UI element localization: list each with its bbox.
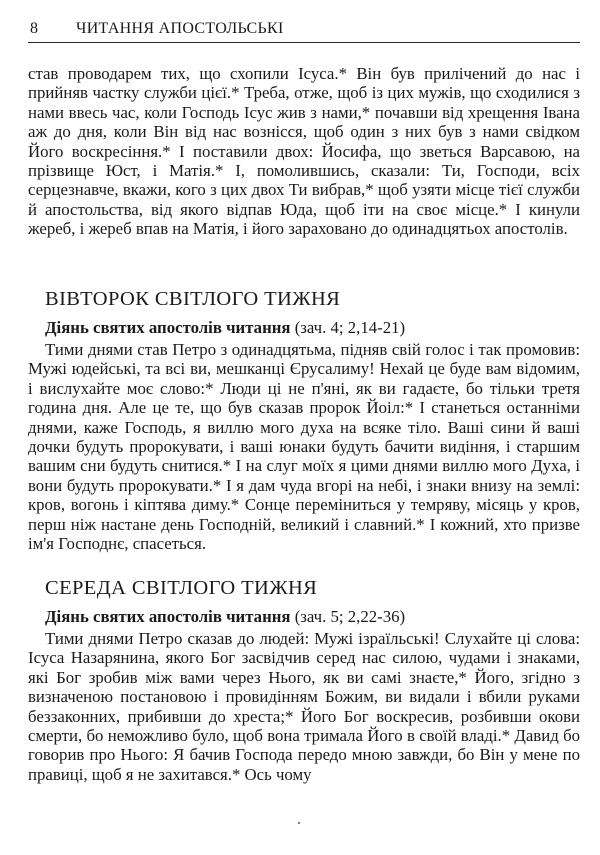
reading-pericope: (зач. 5; 2,22-36) (294, 607, 406, 626)
page-number: 8 (30, 20, 38, 37)
section-heading-tuesday: ВІВТОРОК СВІТЛОГО ТИЖНЯ (45, 288, 341, 310)
section-heading-wednesday: СЕРЕДА СВІТЛОГО ТИЖНЯ (45, 577, 318, 599)
continuation-paragraph: став проводарем тих, що схопили Ісуса.* Він був прилічений до нас і прийняв частку служби цієї.* Треба, отже, щоб із цих мужів, що сходилися з нами ввесь час, коли Господь Ісус жив з нами,* почавши від хрещення Івана аж до дня, коли Він від нас вознісся, щоб один з них був з нами свідком Його воскресіння.* І поставили двох: Йосифа, що зветься Варсавою, на прізвище Юст, і Матія.* І, помолившись, сказали: Ти, Господи, всіх серцезнавче, вкажи, кого з цих двох Ти вибрав,* щоб узяти місце тієї служби й апостольства, від якого відпав Юда, щоб іти на своє місце.* І кинули жереб, і жереб впав на Матія, і його зараховано до одинадцятьох апостолів. (28, 64, 580, 239)
reading-title: Діянь святих апостолів читання (45, 607, 291, 626)
print-speck (298, 822, 300, 824)
running-title: ЧИТАННЯ АПОСТОЛЬСЬКІ (76, 20, 284, 37)
reading-text-tuesday: Тими днями став Петро з одинадцятьма, підняв свій голос і так промовив: Мужі юдейські, та всі ви, мешканці Єрусалиму! Нехай це буде вам відомим, і вислухайте моє слово:* Люди ці не п'яні, як ви гадаєте, бо тільки третя година дня. Але це те, що був сказав пророк Йоіл:* І станеться останніми днями, каже Господь, я виллю мого духа на всяке тіло. Ваші сини й ваші дочки будуть пророкувати, і ваші юнаки будуть бачити видіння, і старшим вашим сни будуть снитися.* І на слуг моїх я цими днями виллю мого Духа, і вони будуть пророкувати.* І я дам чуда вгорі на небі, і знаки внизу на землі: кров, вогонь і кіптява диму.* Сонце переміниться у темряву, місяць у кров, перш ніж настане день Господній, великий і славний.* І кожний, хто призве ім'я Господнє, спасеться. (28, 340, 580, 554)
reading-reference-tuesday (45, 318, 405, 337)
book-page (28, 0, 580, 855)
running-head (28, 18, 580, 43)
reading-text-wednesday: Тими днями Петро сказав до людей: Мужі ізраїльські! Слухайте ці слова: Ісуса Назарянина, якого Бог засвідчив серед нас силою, чудами і знаками, які Бог зробив між вами через Нього, як ви самі знаєте,* Його, згідно з визначеною постановою і провидінням Божим, ви видали і вбили руками беззаконних, прибивши до хреста;* Його Бог воскресив, розбивши окови смерти, бо неможливо було, щоб вона тримала Його в своїй владі.* Давид бо говорив про Нього: Я бачив Господа передо мною завжди, бо Він у мене по правиці, щоб я не захитався.* Ось чому (28, 629, 580, 784)
reading-reference-wednesday (45, 607, 405, 626)
reading-pericope: (зач. 4; 2,14-21) (294, 318, 406, 337)
reading-title: Діянь святих апостолів читання (45, 318, 291, 337)
